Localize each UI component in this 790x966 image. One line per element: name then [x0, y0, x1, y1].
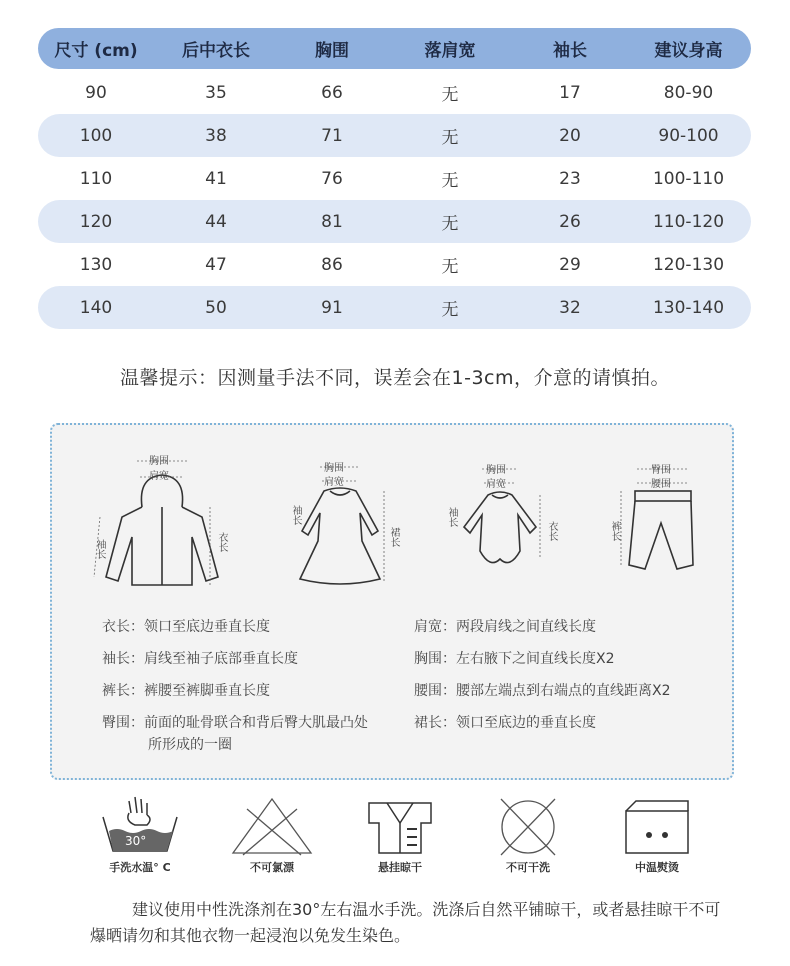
care-label-hand-wash: 手洗水温° C: [109, 861, 171, 874]
table-cell: 91: [321, 297, 343, 318]
def-skirt: 裙长：领口至底边的垂直长度: [414, 715, 596, 731]
table-cell: 100-110: [652, 168, 725, 189]
dress-chest-label: 胸围: [324, 463, 344, 474]
pants-waist-label: 腰围: [651, 479, 671, 490]
table-cell: 120-130: [652, 254, 725, 275]
table-cell: 26: [559, 211, 581, 232]
table-cell: 71: [321, 125, 343, 146]
table-cell: 130-140: [652, 297, 725, 318]
no-dry-clean-icon: [483, 795, 573, 857]
table-cell: 无: [441, 171, 459, 191]
jacket-shoulder-label: 肩宽: [149, 471, 169, 482]
jacket-figure: [92, 447, 232, 597]
hang-dry-icon: [355, 795, 445, 857]
def-hip: 臀围：前面的耻骨联合和背后臀大肌最凸处: [102, 715, 368, 731]
table-row: [38, 71, 751, 114]
dress-shoulder-label: 肩宽: [324, 477, 344, 488]
header-chest: 胸围: [315, 41, 349, 61]
def-sleeve: 袖长：肩线至袖子底部垂直长度: [102, 651, 298, 667]
table-row: [38, 200, 751, 243]
pants-figure: [607, 457, 717, 577]
table-cell: 76: [321, 168, 343, 189]
care-hand-wash: [80, 795, 200, 875]
hand-wash-icon: [95, 795, 185, 857]
header-shoulder: 落肩宽: [424, 41, 476, 61]
table-cell: 无: [441, 257, 459, 277]
table-row: [38, 157, 751, 200]
care-hang-dry: [340, 795, 460, 875]
dress-figure: [280, 457, 400, 597]
care-label-iron: 中温熨烫: [635, 861, 679, 874]
table-cell: 17: [559, 82, 581, 103]
table-cell: 23: [559, 168, 581, 189]
size-table-header: [38, 28, 751, 69]
measurement-guide: [50, 423, 734, 780]
jacket-chest-label: 胸围: [149, 456, 169, 467]
care-icons: [0, 795, 790, 885]
table-cell: 110-120: [652, 211, 725, 232]
table-cell: 110: [79, 168, 113, 189]
jacket-length-label: 衣长: [216, 532, 227, 552]
romper-length-label: 衣长: [546, 521, 557, 541]
care-no-dry-clean: [468, 795, 588, 875]
header-height: 建议身高: [654, 41, 723, 61]
table-cell: 90: [85, 82, 107, 103]
hand-wash-temp: 30°: [125, 834, 147, 848]
romper-sleeve-label: 袖长: [446, 507, 457, 527]
def-pant-length: 裤长：裤腰至裤脚垂直长度: [102, 683, 270, 699]
def-hip-cont: 所形成的一圈: [148, 737, 232, 753]
def-length: 衣长：领口至底边垂直长度: [102, 619, 270, 635]
table-cell: 90-100: [658, 125, 719, 146]
care-no-bleach: [212, 795, 332, 875]
care-note: 建议使用中性洗涤剂在30°左右温水手洗。洗涤后自然平铺晾干，或者悬挂晾干不可爆晒请勿和其他衣物一起浸泡以免发生染色。: [90, 900, 721, 945]
table-row: [38, 243, 751, 286]
table-cell: 50: [205, 297, 227, 318]
table-cell: 80-90: [663, 82, 714, 103]
table-row: [38, 114, 751, 157]
def-waist: 腰围：腰部左端点到右端点的直线距离X2: [414, 683, 671, 699]
pants-hip-label: 臀围: [651, 465, 671, 476]
def-shoulder: 肩宽：两段肩线之间直线长度: [414, 619, 596, 635]
table-cell: 32: [559, 297, 581, 318]
table-cell: 38: [205, 125, 227, 146]
dress-skirt-label: 裙长: [388, 527, 399, 547]
table-cell: 无: [441, 214, 459, 234]
table-cell: 44: [205, 211, 227, 232]
table-cell: 120: [79, 211, 113, 232]
table-row: [38, 286, 751, 329]
table-cell: 无: [441, 128, 459, 148]
romper-shoulder-label: 肩宽: [486, 479, 506, 490]
table-cell: 35: [205, 82, 227, 103]
table-cell: 无: [441, 300, 459, 320]
table-cell: 20: [559, 125, 581, 146]
header-size: 尺寸 (cm): [54, 41, 138, 61]
table-cell: 86: [321, 254, 343, 275]
care-label-no-bleach: 不可氯漂: [250, 861, 294, 874]
def-chest: 胸围：左右腋下之间直线长度X2: [414, 651, 615, 667]
table-cell: 47: [205, 254, 227, 275]
pants-length-label: 裤长: [609, 521, 620, 541]
size-table: [38, 28, 751, 329]
no-bleach-icon: [227, 795, 317, 857]
table-cell: 41: [205, 168, 227, 189]
jacket-sleeve-label: 袖长: [94, 539, 105, 559]
care-iron: [597, 795, 717, 875]
table-cell: 81: [321, 211, 343, 232]
table-cell: 无: [441, 85, 459, 105]
table-cell: 29: [559, 254, 581, 275]
measurement-tip: 温馨提示：因测量手法不同，误差会在1-3cm，介意的请慎拍。: [120, 367, 670, 389]
header-sleeve: 袖长: [553, 41, 587, 61]
romper-chest-label: 胸围: [486, 465, 506, 476]
header-back-length: 后中衣长: [182, 41, 250, 61]
iron-medium-icon: [612, 795, 702, 857]
romper-figure: [440, 459, 560, 579]
table-cell: 66: [321, 82, 343, 103]
dress-sleeve-label: 袖长: [290, 505, 301, 525]
table-cell: 100: [79, 125, 113, 146]
table-cell: 140: [79, 297, 113, 318]
table-cell: 130: [79, 254, 113, 275]
care-label-no-dry-clean: 不可干洗: [506, 861, 550, 874]
care-label-hang-dry: 悬挂晾干: [378, 861, 422, 874]
